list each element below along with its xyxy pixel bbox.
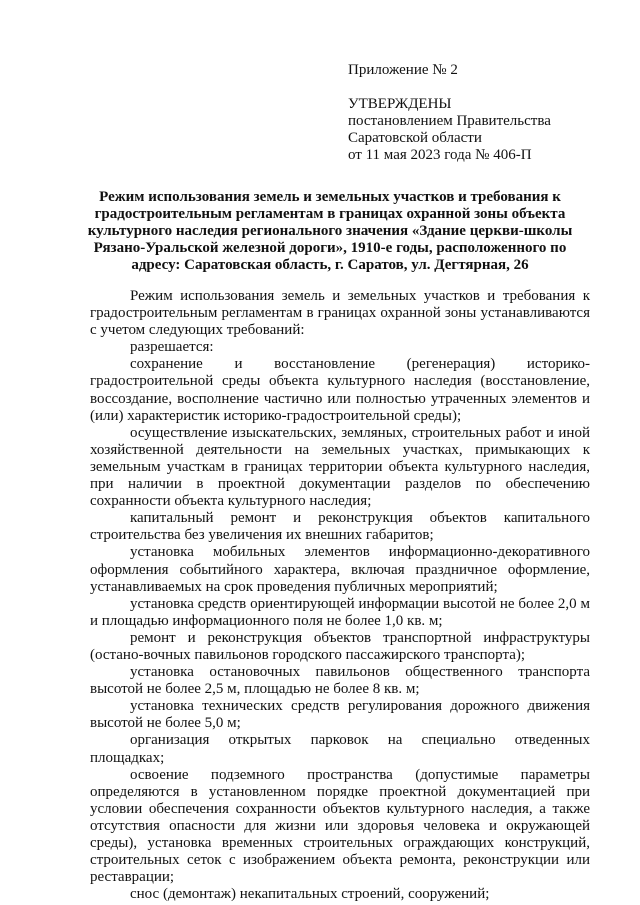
- paragraph-item: снос (демонтаж) некапитальных строений, сооружений;: [130, 886, 490, 903]
- appendix-number: Приложение № 2: [348, 62, 458, 78]
- paragraph-item: установка остановочных павильонов общественного транспорта высотой не более 2,5 м, площадью не более 8 кв. м;: [90, 664, 590, 698]
- paragraph-item: ремонт и реконструкция объектов транспортной инфраструктуры (остано-вочных павильонов городского пассажирского транспорта);: [90, 629, 590, 663]
- document-title: Режим использования земель и земельных участков и требования к градостроительным регламентам в границах охранной зоны объекта культурного наследия регионального значения «Здание церкви-школы Рязано-Уральской железной дороги», 1910-е годы, расположенного по адресу: Саратовская область, г. Саратов, ул. Дегтярная, 26: [87, 189, 573, 273]
- paragraph-intro: Режим использования земель и земельных участков и требования к градостроительным регламентам в границах охранной зоны устанавливаются с учетом следующих требований:: [90, 288, 590, 339]
- approved-label: УТВЕРЖДЕНЫ: [348, 96, 452, 112]
- approval-line-2: Саратовской области: [348, 130, 482, 146]
- paragraph-item: осуществление изыскательских, земляных, строительных работ и иной хозяйственной деятельности на земельных участках, примыкающих к земельным участкам в границах территории объекта культурного наследия, при наличии в проектной документации разделов по обеспечению сохранности объекта культурного наследия;: [90, 424, 590, 510]
- paragraph-item: организация открытых парковок на специально отведенных площадках;: [90, 732, 590, 766]
- paragraph-item: сохранение и восстановление (регенерация) историко-градостроительной среды объекта культурного наследия (восстановление, воссоздание, восполнение частично или полностью утраченных элементов и (или) характеристик историко-градостроительной среды);: [90, 356, 590, 424]
- approval-line-3: от 11 мая 2023 года № 406-П: [348, 147, 532, 163]
- paragraph-allowed-heading: разрешается:: [130, 339, 214, 356]
- paragraph-item: освоение подземного пространства (допустимые параметры определяются в установленном порядке проектной документацией при условии обеспечения сохранности объектов культурного наследия, а также отсутствия опасности для жизни или здоровья человека и окружающей среды), установка временных строительных ограждающих конструкций, строительных сеток с изображением объекта ремонта, реконструкции или реставрации;: [90, 766, 590, 886]
- paragraph-item: установка средств ориентирующей информации высотой не более 2,0 м и площадью информационного поля не более 1,0 кв. м;: [90, 595, 590, 629]
- paragraph-item: установка технических средств регулирования дорожного движения высотой не более 5,0 м;: [90, 698, 590, 732]
- paragraph-item: капитальный ремонт и реконструкция объектов капитального строительства без увеличения их внешних габаритов;: [90, 510, 590, 544]
- document-body: [90, 288, 590, 903]
- approval-line-1: постановлением Правительства: [348, 113, 551, 129]
- approval-stamp: [348, 62, 551, 164]
- paragraph-item: установка мобильных элементов информационно-декоративного оформления событийного характера, включая праздничное оформление, устанавливаемых на срок проведения публичных мероприятий;: [90, 544, 590, 595]
